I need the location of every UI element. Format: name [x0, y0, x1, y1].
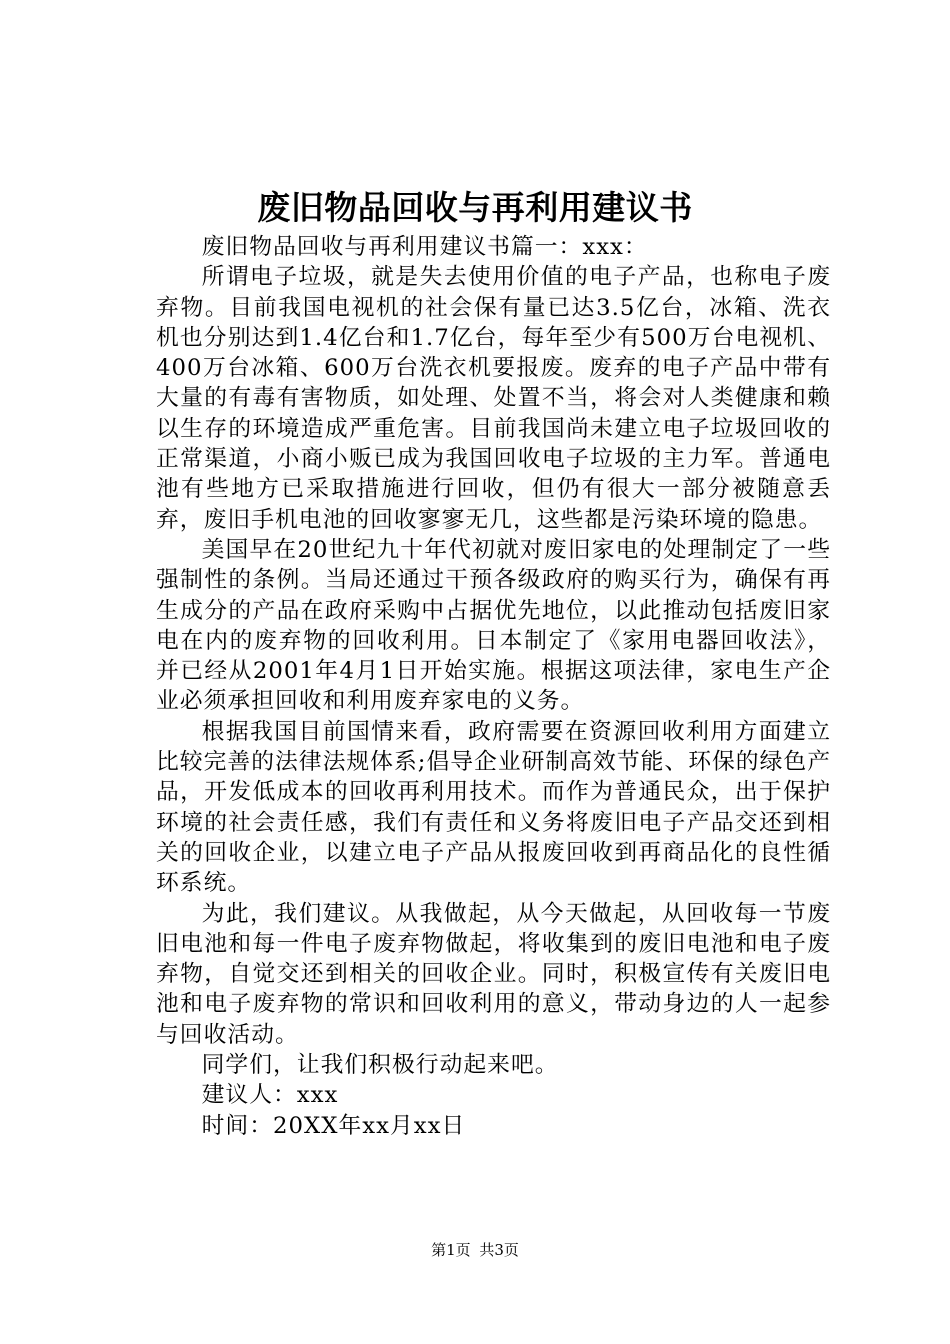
paragraph-date: 时间：20XX年xx月xx日: [201, 1112, 466, 1139]
document-title: 废旧物品回收与再利用建议书: [257, 188, 693, 227]
paragraph-electronic-waste: 所谓电子垃圾，就是失去使用价值的电子产品，也称电子废弃物。目前我国电视机的社会保有量已达3.5亿台，冰箱、洗衣机也分别达到1.4亿台和1.7亿台，每年至少有500万台电视机、400万台冰箱、600万台洗衣机要报废。废弃的电子产品中带有大量的有毒有害物质，如处理、处置不当，将会对人类健康和赖以生存的环境造成严重危害。目前我国尚未建立电子垃圾回收的正常渠道，小商小贩已成为我国回收电子垃圾的主力军。普通电池有些地方已采取措施进行回收，但仍有很大一部分被随意丢弃，废旧手机电池的回收寥寥无几，这些都是污染环境的隐患。: [156, 264, 831, 533]
paragraph-heading: 废旧物品回收与再利用建议书篇一：xxx：: [201, 234, 648, 260]
page-number: 第1页: [431, 1241, 471, 1259]
paragraph-proposer: 建议人：xxx: [201, 1082, 339, 1109]
document-body: [156, 232, 831, 1141]
page-footer: [0, 1240, 950, 1260]
page-total: 共3页: [479, 1241, 519, 1259]
paragraph-call-to-action: 同学们，让我们积极行动起来吧。: [201, 1052, 559, 1079]
paragraph-proposal: 为此，我们建议。从我做起，从今天做起，从回收每一节废旧电池和每一件电子废弃物做起，将收集到的废旧电池和电子废弃物，自觉交还到相关的回收企业。同时，积极宣传有关废旧电池和电子废弃物的常识和回收利用的意义，带动身边的人一起参与回收活动。: [156, 900, 831, 1048]
paragraph-foreign-laws: 美国早在20世纪九十年代初就对废旧家电的处理制定了一些强制性的条例。当局还通过干预各级政府的购买行为，确保有再生成分的产品在政府采购中占据优先地位，以此推动包括废旧家电在内的废弃物的回收利用。日本制定了《家用电器回收法》，并已经从2001年4月1日开始实施。根据这项法律，家电生产企业必须承担回收和利用废弃家电的义务。: [156, 536, 831, 715]
paragraph-national-situation: 根据我国目前国情来看，政府需要在资源回收利用方面建立比较完善的法律法规体系;倡导企业研制高效节能、环保的绿色产品，开发低成本的回收再利用技术。而作为普通民众，出于保护环境的社会责任感，我们有责任和义务将废旧电子产品交还到相关的回收企业，以建立电子产品从报废回收到再商品化的良性循环系统。: [156, 718, 831, 897]
